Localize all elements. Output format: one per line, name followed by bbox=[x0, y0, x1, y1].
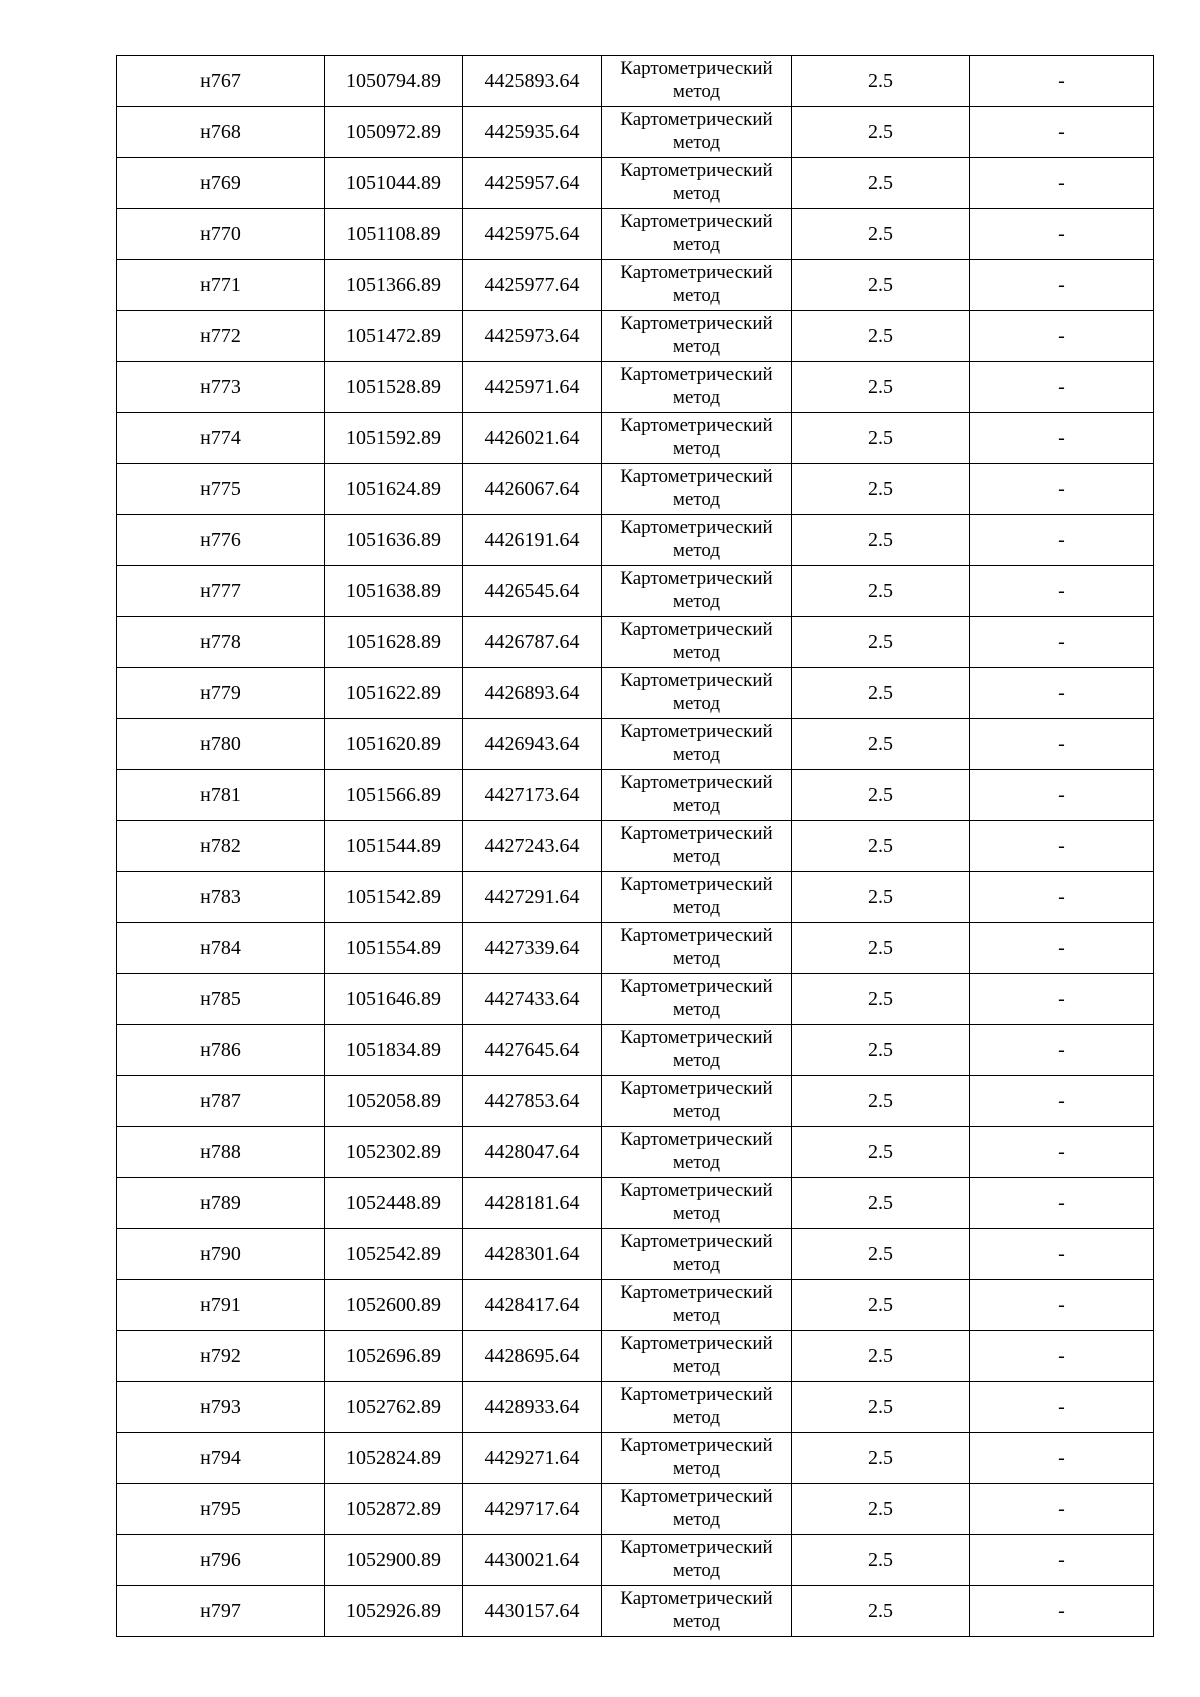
y-coordinate-cell: 4428933.64 bbox=[463, 1382, 602, 1433]
table-row bbox=[117, 107, 1154, 158]
table-row bbox=[117, 158, 1154, 209]
x-coordinate-cell: 1052302.89 bbox=[325, 1127, 463, 1178]
x-coordinate-cell: 1051566.89 bbox=[325, 770, 463, 821]
method-cell: Картометрический метод bbox=[602, 464, 792, 515]
table-row bbox=[117, 1178, 1154, 1229]
point-name-cell: н778 bbox=[117, 617, 325, 668]
method-cell: Картометрический метод bbox=[602, 1382, 792, 1433]
x-coordinate-cell: 1051622.89 bbox=[325, 668, 463, 719]
note-cell: - bbox=[970, 311, 1154, 362]
method-cell: Картометрический метод bbox=[602, 158, 792, 209]
y-coordinate-cell: 4427173.64 bbox=[463, 770, 602, 821]
note-cell: - bbox=[970, 107, 1154, 158]
x-coordinate-cell: 1051646.89 bbox=[325, 974, 463, 1025]
x-coordinate-cell: 1051554.89 bbox=[325, 923, 463, 974]
y-coordinate-cell: 4425957.64 bbox=[463, 158, 602, 209]
accuracy-cell: 2.5 bbox=[792, 464, 970, 515]
method-cell: Картометрический метод bbox=[602, 1076, 792, 1127]
table-row bbox=[117, 464, 1154, 515]
note-cell: - bbox=[970, 1025, 1154, 1076]
point-name-cell: н795 bbox=[117, 1484, 325, 1535]
y-coordinate-cell: 4425971.64 bbox=[463, 362, 602, 413]
method-cell: Картометрический метод bbox=[602, 1433, 792, 1484]
table-row bbox=[117, 1076, 1154, 1127]
method-cell: Картометрический метод bbox=[602, 1535, 792, 1586]
point-name-cell: н775 bbox=[117, 464, 325, 515]
point-name-cell: н781 bbox=[117, 770, 325, 821]
x-coordinate-cell: 1051108.89 bbox=[325, 209, 463, 260]
x-coordinate-cell: 1052542.89 bbox=[325, 1229, 463, 1280]
method-cell: Картометрический метод bbox=[602, 821, 792, 872]
method-cell: Картометрический метод bbox=[602, 1025, 792, 1076]
table-row bbox=[117, 872, 1154, 923]
table-row bbox=[117, 566, 1154, 617]
point-name-cell: н776 bbox=[117, 515, 325, 566]
table-row bbox=[117, 668, 1154, 719]
x-coordinate-cell: 1051472.89 bbox=[325, 311, 463, 362]
table-row bbox=[117, 1586, 1154, 1637]
y-coordinate-cell: 4428301.64 bbox=[463, 1229, 602, 1280]
accuracy-cell: 2.5 bbox=[792, 923, 970, 974]
table-row bbox=[117, 1331, 1154, 1382]
table-row bbox=[117, 1025, 1154, 1076]
table-row bbox=[117, 719, 1154, 770]
y-coordinate-cell: 4427853.64 bbox=[463, 1076, 602, 1127]
method-cell: Картометрический метод bbox=[602, 107, 792, 158]
note-cell: - bbox=[970, 719, 1154, 770]
point-name-cell: н792 bbox=[117, 1331, 325, 1382]
point-name-cell: н783 bbox=[117, 872, 325, 923]
accuracy-cell: 2.5 bbox=[792, 413, 970, 464]
x-coordinate-cell: 1050972.89 bbox=[325, 107, 463, 158]
x-coordinate-cell: 1051638.89 bbox=[325, 566, 463, 617]
point-name-cell: н793 bbox=[117, 1382, 325, 1433]
x-coordinate-cell: 1052696.89 bbox=[325, 1331, 463, 1382]
method-cell: Картометрический метод bbox=[602, 974, 792, 1025]
note-cell: - bbox=[970, 1280, 1154, 1331]
method-cell: Картометрический метод bbox=[602, 770, 792, 821]
y-coordinate-cell: 4428047.64 bbox=[463, 1127, 602, 1178]
method-cell: Картометрический метод bbox=[602, 311, 792, 362]
y-coordinate-cell: 4426191.64 bbox=[463, 515, 602, 566]
note-cell: - bbox=[970, 1076, 1154, 1127]
method-cell: Картометрический метод bbox=[602, 1331, 792, 1382]
note-cell: - bbox=[970, 1484, 1154, 1535]
y-coordinate-cell: 4429271.64 bbox=[463, 1433, 602, 1484]
accuracy-cell: 2.5 bbox=[792, 1586, 970, 1637]
note-cell: - bbox=[970, 56, 1154, 107]
note-cell: - bbox=[970, 923, 1154, 974]
y-coordinate-cell: 4425975.64 bbox=[463, 209, 602, 260]
table-row bbox=[117, 821, 1154, 872]
y-coordinate-cell: 4427645.64 bbox=[463, 1025, 602, 1076]
y-coordinate-cell: 4426943.64 bbox=[463, 719, 602, 770]
method-cell: Картометрический метод bbox=[602, 1484, 792, 1535]
y-coordinate-cell: 4425977.64 bbox=[463, 260, 602, 311]
y-coordinate-cell: 4430157.64 bbox=[463, 1586, 602, 1637]
x-coordinate-cell: 1052762.89 bbox=[325, 1382, 463, 1433]
accuracy-cell: 2.5 bbox=[792, 668, 970, 719]
x-coordinate-cell: 1051544.89 bbox=[325, 821, 463, 872]
accuracy-cell: 2.5 bbox=[792, 209, 970, 260]
y-coordinate-cell: 4427291.64 bbox=[463, 872, 602, 923]
y-coordinate-cell: 4426545.64 bbox=[463, 566, 602, 617]
note-cell: - bbox=[970, 872, 1154, 923]
method-cell: Картометрический метод bbox=[602, 260, 792, 311]
table-row bbox=[117, 56, 1154, 107]
method-cell: Картометрический метод bbox=[602, 668, 792, 719]
x-coordinate-cell: 1052600.89 bbox=[325, 1280, 463, 1331]
coordinates-table-body bbox=[117, 56, 1154, 1637]
accuracy-cell: 2.5 bbox=[792, 107, 970, 158]
point-name-cell: н790 bbox=[117, 1229, 325, 1280]
point-name-cell: н779 bbox=[117, 668, 325, 719]
y-coordinate-cell: 4428417.64 bbox=[463, 1280, 602, 1331]
x-coordinate-cell: 1051628.89 bbox=[325, 617, 463, 668]
method-cell: Картометрический метод bbox=[602, 1586, 792, 1637]
accuracy-cell: 2.5 bbox=[792, 311, 970, 362]
note-cell: - bbox=[970, 209, 1154, 260]
x-coordinate-cell: 1051366.89 bbox=[325, 260, 463, 311]
x-coordinate-cell: 1051542.89 bbox=[325, 872, 463, 923]
y-coordinate-cell: 4425893.64 bbox=[463, 56, 602, 107]
x-coordinate-cell: 1051528.89 bbox=[325, 362, 463, 413]
accuracy-cell: 2.5 bbox=[792, 872, 970, 923]
y-coordinate-cell: 4429717.64 bbox=[463, 1484, 602, 1535]
point-name-cell: н771 bbox=[117, 260, 325, 311]
y-coordinate-cell: 4426787.64 bbox=[463, 617, 602, 668]
accuracy-cell: 2.5 bbox=[792, 260, 970, 311]
point-name-cell: н791 bbox=[117, 1280, 325, 1331]
x-coordinate-cell: 1051636.89 bbox=[325, 515, 463, 566]
y-coordinate-cell: 4428181.64 bbox=[463, 1178, 602, 1229]
note-cell: - bbox=[970, 770, 1154, 821]
accuracy-cell: 2.5 bbox=[792, 1025, 970, 1076]
y-coordinate-cell: 4427433.64 bbox=[463, 974, 602, 1025]
point-name-cell: н780 bbox=[117, 719, 325, 770]
table-row bbox=[117, 1280, 1154, 1331]
note-cell: - bbox=[970, 974, 1154, 1025]
method-cell: Картометрический метод bbox=[602, 923, 792, 974]
y-coordinate-cell: 4425935.64 bbox=[463, 107, 602, 158]
accuracy-cell: 2.5 bbox=[792, 362, 970, 413]
accuracy-cell: 2.5 bbox=[792, 56, 970, 107]
x-coordinate-cell: 1051620.89 bbox=[325, 719, 463, 770]
point-name-cell: н768 bbox=[117, 107, 325, 158]
point-name-cell: н777 bbox=[117, 566, 325, 617]
x-coordinate-cell: 1051592.89 bbox=[325, 413, 463, 464]
note-cell: - bbox=[970, 668, 1154, 719]
table-row bbox=[117, 770, 1154, 821]
accuracy-cell: 2.5 bbox=[792, 974, 970, 1025]
method-cell: Картометрический метод bbox=[602, 515, 792, 566]
point-name-cell: н774 bbox=[117, 413, 325, 464]
note-cell: - bbox=[970, 464, 1154, 515]
note-cell: - bbox=[970, 1178, 1154, 1229]
point-name-cell: н785 bbox=[117, 974, 325, 1025]
x-coordinate-cell: 1051624.89 bbox=[325, 464, 463, 515]
table-row bbox=[117, 1382, 1154, 1433]
note-cell: - bbox=[970, 1433, 1154, 1484]
y-coordinate-cell: 4426893.64 bbox=[463, 668, 602, 719]
point-name-cell: н773 bbox=[117, 362, 325, 413]
table-row bbox=[117, 1484, 1154, 1535]
accuracy-cell: 2.5 bbox=[792, 1433, 970, 1484]
note-cell: - bbox=[970, 260, 1154, 311]
y-coordinate-cell: 4430021.64 bbox=[463, 1535, 602, 1586]
accuracy-cell: 2.5 bbox=[792, 566, 970, 617]
method-cell: Картометрический метод bbox=[602, 56, 792, 107]
table-row bbox=[117, 260, 1154, 311]
y-coordinate-cell: 4427339.64 bbox=[463, 923, 602, 974]
x-coordinate-cell: 1052872.89 bbox=[325, 1484, 463, 1535]
note-cell: - bbox=[970, 362, 1154, 413]
point-name-cell: н772 bbox=[117, 311, 325, 362]
table-row bbox=[117, 311, 1154, 362]
point-name-cell: н788 bbox=[117, 1127, 325, 1178]
note-cell: - bbox=[970, 617, 1154, 668]
method-cell: Картометрический метод bbox=[602, 1280, 792, 1331]
point-name-cell: н794 bbox=[117, 1433, 325, 1484]
table-row bbox=[117, 362, 1154, 413]
method-cell: Картометрический метод bbox=[602, 362, 792, 413]
method-cell: Картометрический метод bbox=[602, 1229, 792, 1280]
point-name-cell: н789 bbox=[117, 1178, 325, 1229]
y-coordinate-cell: 4426021.64 bbox=[463, 413, 602, 464]
y-coordinate-cell: 4427243.64 bbox=[463, 821, 602, 872]
table-row bbox=[117, 1433, 1154, 1484]
x-coordinate-cell: 1052926.89 bbox=[325, 1586, 463, 1637]
point-name-cell: н767 bbox=[117, 56, 325, 107]
point-name-cell: н786 bbox=[117, 1025, 325, 1076]
accuracy-cell: 2.5 bbox=[792, 1280, 970, 1331]
table-row bbox=[117, 209, 1154, 260]
accuracy-cell: 2.5 bbox=[792, 719, 970, 770]
accuracy-cell: 2.5 bbox=[792, 1076, 970, 1127]
accuracy-cell: 2.5 bbox=[792, 821, 970, 872]
table-row bbox=[117, 413, 1154, 464]
note-cell: - bbox=[970, 1382, 1154, 1433]
accuracy-cell: 2.5 bbox=[792, 1382, 970, 1433]
note-cell: - bbox=[970, 821, 1154, 872]
x-coordinate-cell: 1050794.89 bbox=[325, 56, 463, 107]
accuracy-cell: 2.5 bbox=[792, 1535, 970, 1586]
x-coordinate-cell: 1052824.89 bbox=[325, 1433, 463, 1484]
note-cell: - bbox=[970, 1229, 1154, 1280]
point-name-cell: н782 bbox=[117, 821, 325, 872]
point-name-cell: н797 bbox=[117, 1586, 325, 1637]
x-coordinate-cell: 1052900.89 bbox=[325, 1535, 463, 1586]
point-name-cell: н787 bbox=[117, 1076, 325, 1127]
accuracy-cell: 2.5 bbox=[792, 515, 970, 566]
table-row bbox=[117, 923, 1154, 974]
note-cell: - bbox=[970, 1535, 1154, 1586]
y-coordinate-cell: 4426067.64 bbox=[463, 464, 602, 515]
method-cell: Картометрический метод bbox=[602, 209, 792, 260]
accuracy-cell: 2.5 bbox=[792, 770, 970, 821]
method-cell: Картометрический метод bbox=[602, 1178, 792, 1229]
accuracy-cell: 2.5 bbox=[792, 158, 970, 209]
note-cell: - bbox=[970, 1586, 1154, 1637]
method-cell: Картометрический метод bbox=[602, 1127, 792, 1178]
accuracy-cell: 2.5 bbox=[792, 1484, 970, 1535]
note-cell: - bbox=[970, 413, 1154, 464]
table-row bbox=[117, 1127, 1154, 1178]
accuracy-cell: 2.5 bbox=[792, 1229, 970, 1280]
method-cell: Картометрический метод bbox=[602, 413, 792, 464]
x-coordinate-cell: 1052448.89 bbox=[325, 1178, 463, 1229]
table-row bbox=[117, 515, 1154, 566]
accuracy-cell: 2.5 bbox=[792, 1178, 970, 1229]
method-cell: Картометрический метод bbox=[602, 872, 792, 923]
point-name-cell: н784 bbox=[117, 923, 325, 974]
table-row bbox=[117, 1229, 1154, 1280]
accuracy-cell: 2.5 bbox=[792, 1331, 970, 1382]
accuracy-cell: 2.5 bbox=[792, 617, 970, 668]
note-cell: - bbox=[970, 566, 1154, 617]
table-row bbox=[117, 1535, 1154, 1586]
method-cell: Картометрический метод bbox=[602, 617, 792, 668]
coordinates-table bbox=[116, 55, 1154, 1637]
method-cell: Картометрический метод bbox=[602, 566, 792, 617]
accuracy-cell: 2.5 bbox=[792, 1127, 970, 1178]
note-cell: - bbox=[970, 158, 1154, 209]
point-name-cell: н770 bbox=[117, 209, 325, 260]
point-name-cell: н769 bbox=[117, 158, 325, 209]
method-cell: Картометрический метод bbox=[602, 719, 792, 770]
y-coordinate-cell: 4425973.64 bbox=[463, 311, 602, 362]
table-row bbox=[117, 974, 1154, 1025]
point-name-cell: н796 bbox=[117, 1535, 325, 1586]
x-coordinate-cell: 1052058.89 bbox=[325, 1076, 463, 1127]
note-cell: - bbox=[970, 515, 1154, 566]
x-coordinate-cell: 1051044.89 bbox=[325, 158, 463, 209]
x-coordinate-cell: 1051834.89 bbox=[325, 1025, 463, 1076]
note-cell: - bbox=[970, 1331, 1154, 1382]
table-row bbox=[117, 617, 1154, 668]
note-cell: - bbox=[970, 1127, 1154, 1178]
y-coordinate-cell: 4428695.64 bbox=[463, 1331, 602, 1382]
